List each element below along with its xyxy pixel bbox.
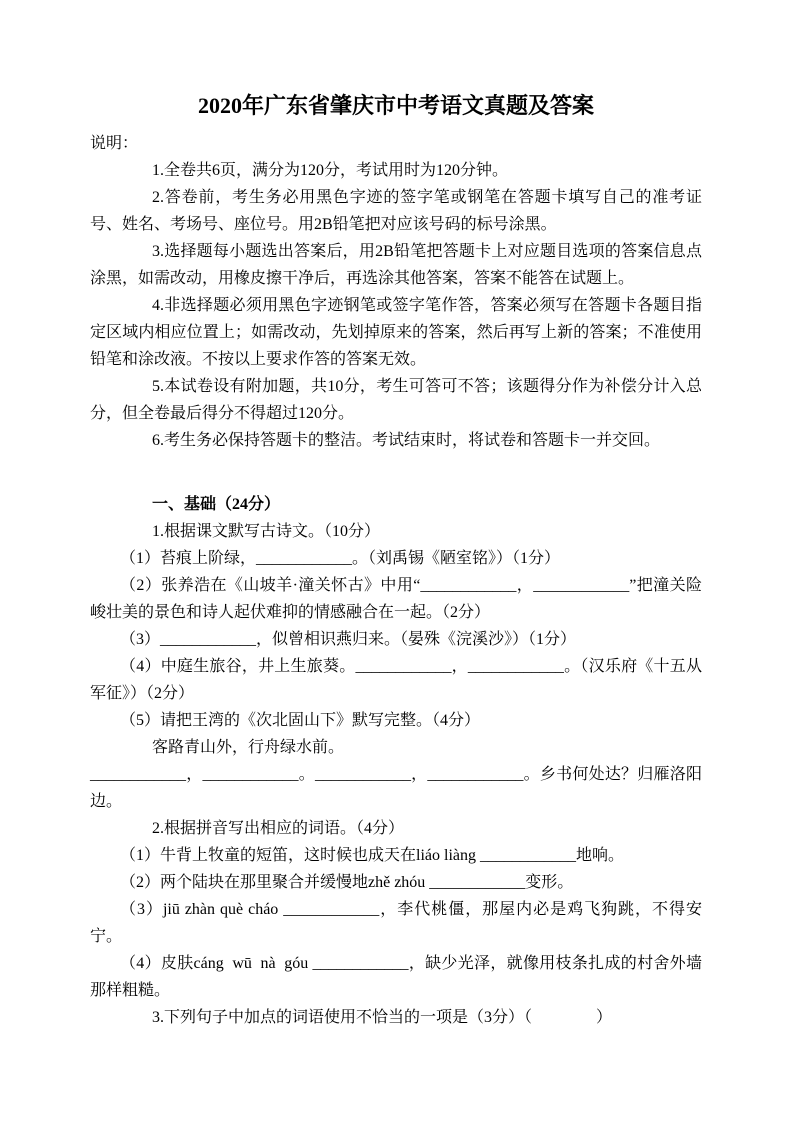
q2-item-3: （3）jiū zhàn què cháo ____________，李代桃僵，那屋内必是鸡飞狗跳，不得安宁。 <box>90 901 702 945</box>
q2-item-2: （2）两个陆块在那里聚合并缓慢地zhě zhóu ____________变形。 <box>120 874 574 891</box>
q1-item-3: （3）____________，似曾相识燕归来。（晏殊《浣溪沙》）（1分） <box>120 631 577 648</box>
q1-stem: 1.根据课文默写古诗文。（10分） <box>152 523 381 540</box>
notice-item-6: 6.考生务必保持答题卡的整洁。考试结束时，将试卷和答题卡一并交回。 <box>152 432 661 449</box>
q2-item-1: （1）牛背上牧童的短笛，这时候也成天在liáo liàng ____________地响。 <box>120 847 624 864</box>
q2-stem: 2.根据拼音写出相应的词语。（4分） <box>152 820 405 837</box>
notice-item-2: 2.答卷前，考生务必用黑色字迹的签字笔或钢笔在答题卡填写自己的准考证号、姓名、考场号、座位号。用2B铅笔把对应该号码的标号涂黑。 <box>90 189 702 233</box>
q1-poem-line-1: 客路青山外，行舟绿水前。 <box>152 739 345 756</box>
q1-poem-line-2: ____________，____________。____________，____________。乡书何处达？归雁洛阳边。 <box>90 766 702 810</box>
blank-gap <box>90 481 702 491</box>
notice-item-5: 5.本试卷设有附加题，共10分，考生可答可不答；该题得分作为补偿分计入总分，但全卷最后得分不得超过120分。 <box>90 378 702 422</box>
notice-item-4: 4.非选择题必须用黑色字迹钢笔或签字笔作答，答案必须写在答题卡各题目指定区域内相应位置上；如需改动，先划掉原来的答案，然后再写上新的答案；不准使用铅笔和涂改液。不按以上要求作答的答案无效。 <box>90 297 702 368</box>
q1-item-1: （1）苔痕上阶绿，____________。（刘禹锡《陋室铭》）（1分） <box>120 550 561 567</box>
section-heading: 一、基础（24分） <box>152 496 281 513</box>
notice-item-1: 1.全卷共6页，满分为120分，考试用时为120分钟。 <box>152 162 509 179</box>
q3-stem: 3.下列句子中加点的词语使用不恰当的一项是（3分）（ ） <box>152 1009 613 1026</box>
q1-item-5: （5）请把王湾的《次北固山下》默写完整。（4分） <box>120 712 481 729</box>
notice-item-3: 3.选择题每小题选出答案后，用2B铅笔把答题卡上对应题目选项的答案信息点涂黑，如需改动，用橡皮擦干净后，再选涂其他答案，答案不能答在试题上。 <box>90 243 702 287</box>
blank-line <box>90 454 702 481</box>
page-title: 2020年广东省肇庆市中考语文真题及答案 <box>197 93 594 118</box>
notice-label: 说明： <box>90 135 139 152</box>
q1-item-2: （2）张养浩在《山坡羊·潼关怀古》中用“____________，____________”把潼关险峻壮美的景色和诗人起伏难抑的情感融合在一起。（2分） <box>90 577 702 621</box>
q1-item-4: （4）中庭生旅谷，井上生旅葵。____________，____________。（汉乐府《十五从军征》）（2分） <box>90 658 702 702</box>
q2-item-4: （4）皮肤cáng wū nà góu ____________，缺少光泽，就像用枝条扎成的村舍外墙那样粗糙。 <box>90 955 702 999</box>
